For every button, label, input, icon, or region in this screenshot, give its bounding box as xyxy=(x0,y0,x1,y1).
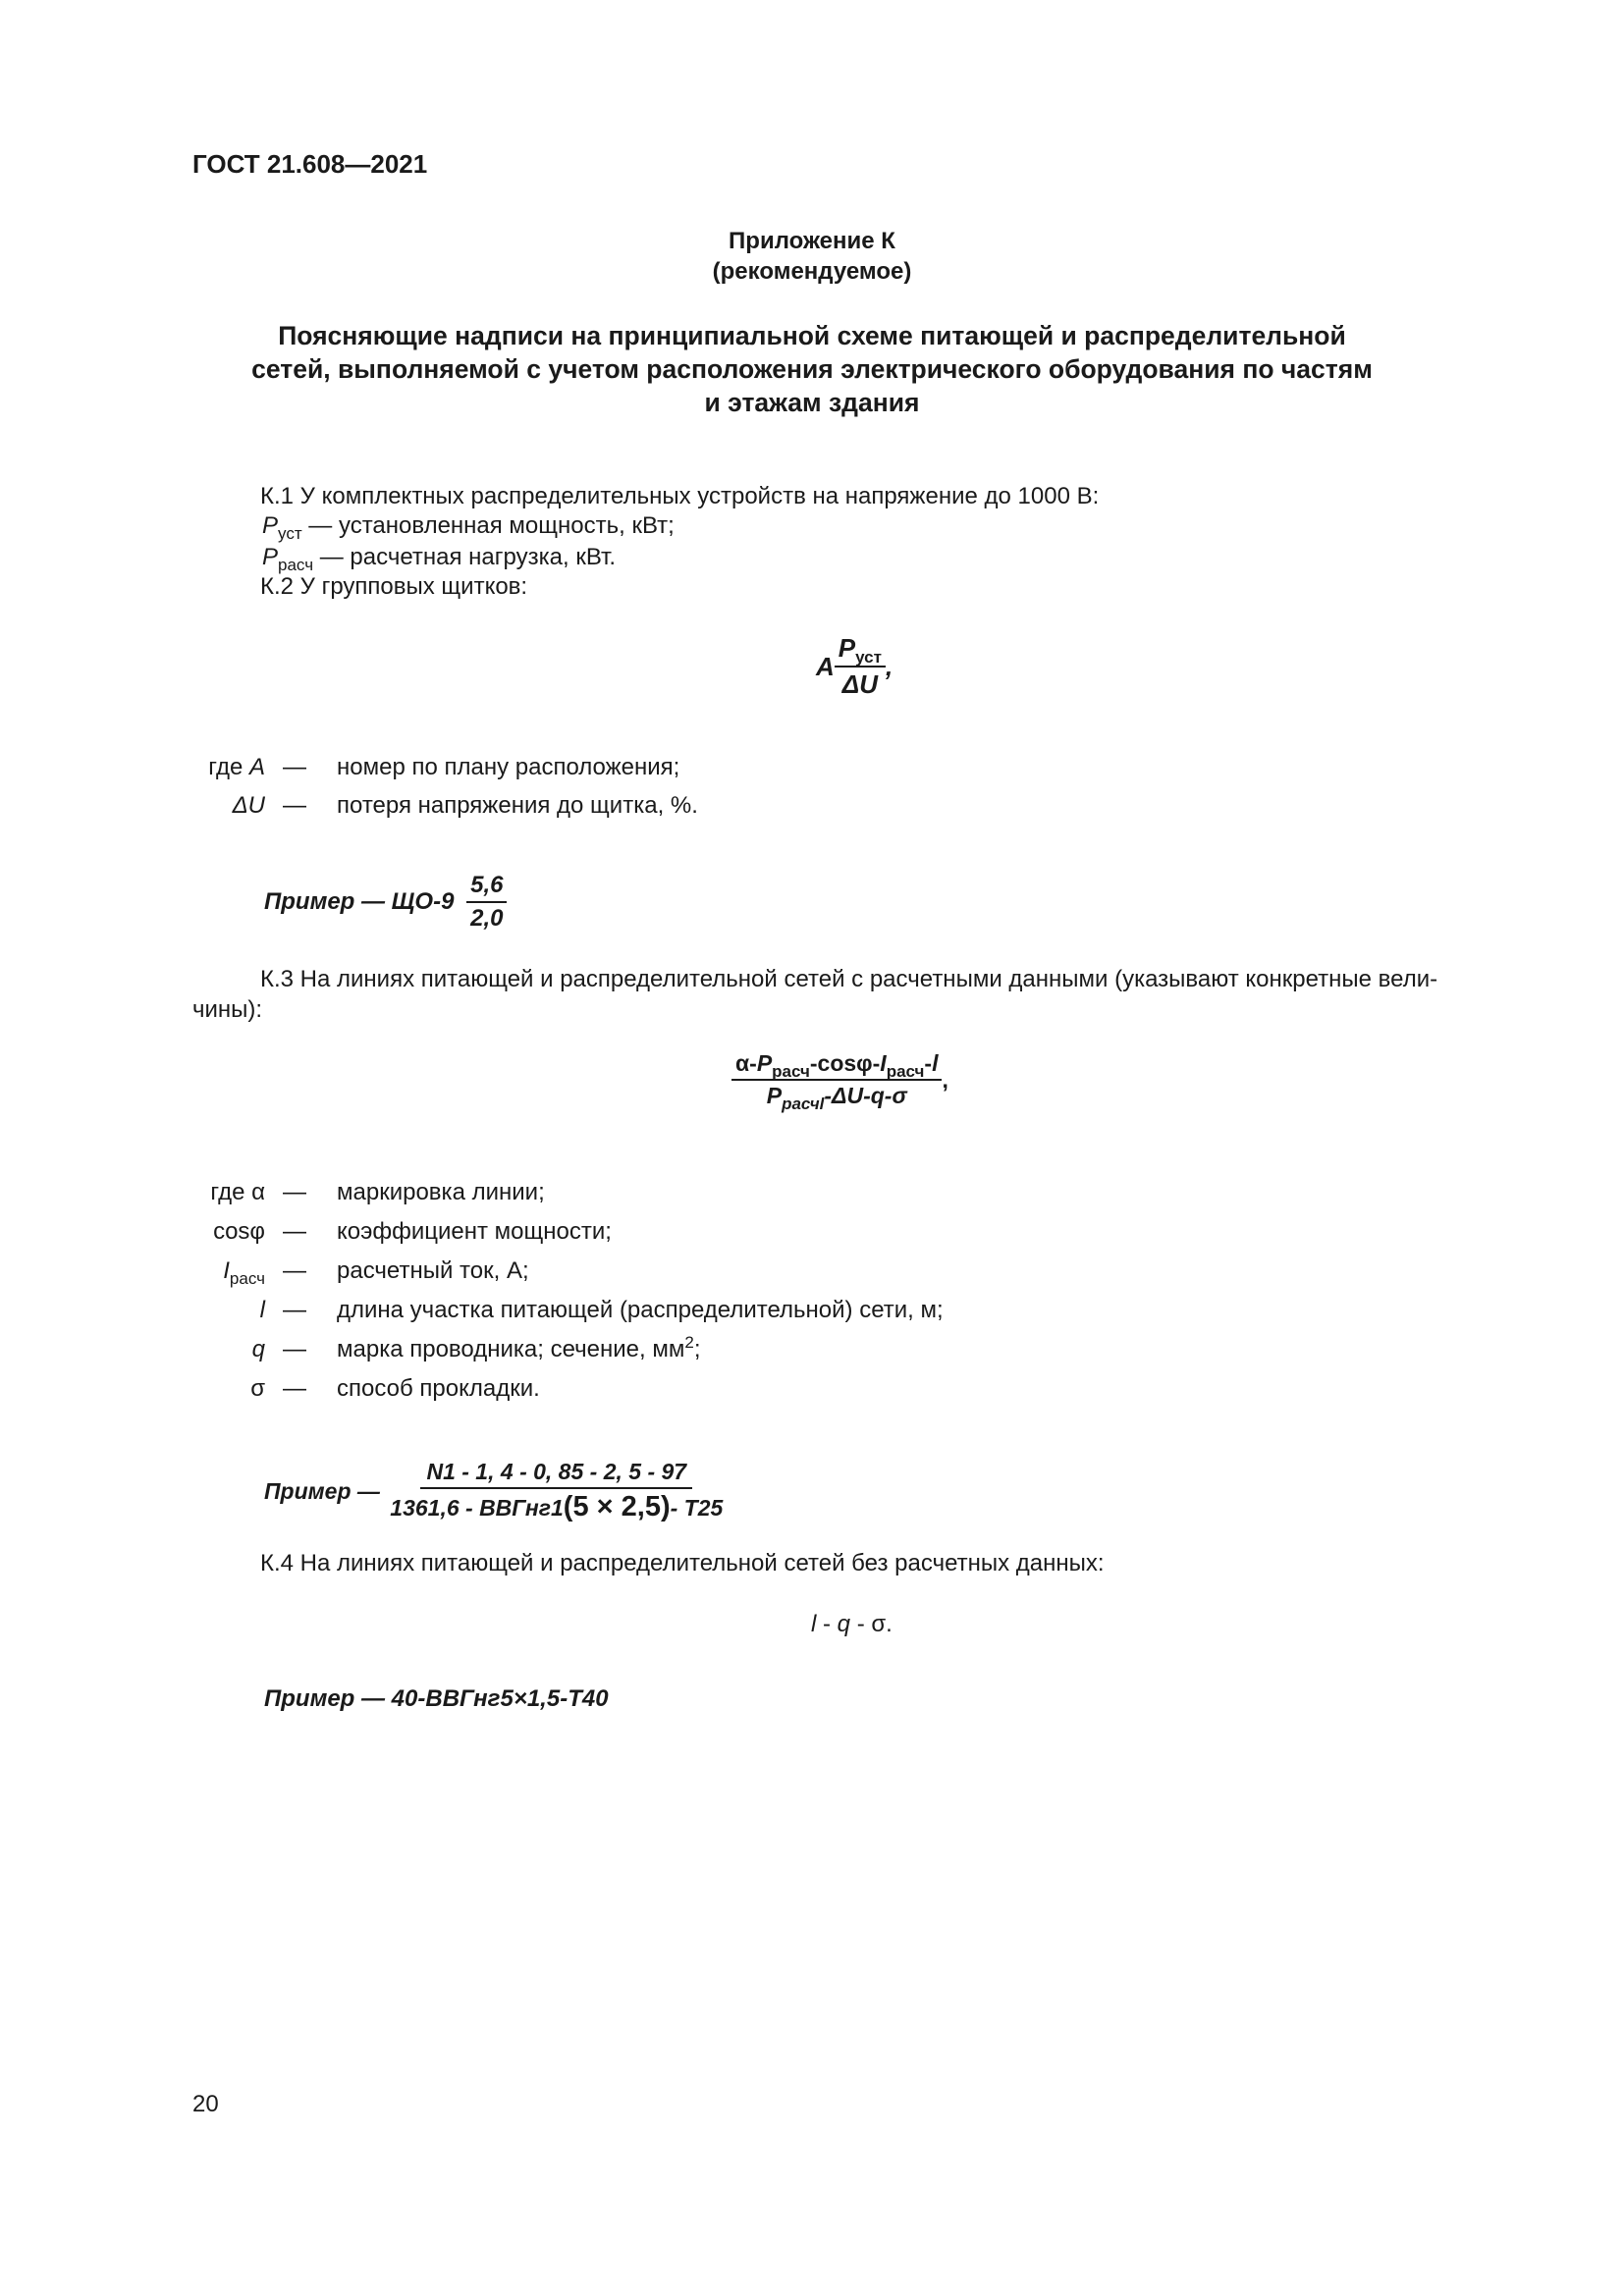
formula-numerator xyxy=(835,633,886,667)
den-part: -ΔU-q-σ xyxy=(824,1083,907,1108)
example-prefix: Пример — ЩО-9 xyxy=(264,888,461,915)
appendix-status: (рекомендуемое) xyxy=(712,258,912,285)
def-l-label xyxy=(128,1296,265,1325)
formula-part: - xyxy=(816,1611,838,1637)
p-ust-text: — установленная мощность, кВт; xyxy=(301,512,675,539)
def-symbol: ΔU xyxy=(232,792,265,819)
num-part: - xyxy=(924,1050,933,1076)
def-dash: — xyxy=(283,1375,306,1402)
def-q-text xyxy=(337,1335,701,1364)
def-dash: — xyxy=(283,1336,306,1362)
k2-example xyxy=(264,872,507,933)
page-number: 20 xyxy=(192,2091,219,2117)
example-denominator: 2,0 xyxy=(470,905,504,932)
def-dash: — xyxy=(283,1257,306,1284)
numerator-subscript: уст xyxy=(855,648,882,667)
def-dash: — xyxy=(283,754,306,780)
def-symbol: α xyxy=(251,1179,265,1205)
den-paren: (5 × 2,5) xyxy=(563,1491,671,1522)
num-sub: расч xyxy=(772,1062,810,1081)
document-header: ГОСТ 21.608—2021 xyxy=(192,149,428,179)
def-symbol: σ xyxy=(250,1375,265,1402)
k1-p-ust-line xyxy=(262,511,675,541)
k4-intro: К.4 На линиях питающей и распределительной сетей без расчетных данных: xyxy=(260,1550,1105,1576)
k1-intro: К.1 У комплектных распределительных устройств на напряжение до 1000 В: xyxy=(260,483,1100,509)
formula-fraction xyxy=(835,633,886,700)
p-rasch-symbol: P xyxy=(262,544,279,570)
def-du-text: потеря напряжения до щитка, %. xyxy=(337,792,698,819)
p-ust-symbol: P xyxy=(262,512,279,539)
def-symbol: A xyxy=(248,754,265,780)
den-part: - Т25 xyxy=(670,1495,724,1521)
def-dash: — xyxy=(283,1297,306,1323)
numerator-symbol: P xyxy=(838,633,856,663)
formula-numerator xyxy=(731,1050,942,1081)
def-dash: — xyxy=(283,1218,306,1245)
formula-part: - σ. xyxy=(850,1611,893,1637)
def-symbol: I xyxy=(223,1257,230,1284)
def-i-label xyxy=(128,1256,265,1286)
num-part: -cosφ- xyxy=(809,1050,881,1076)
den-part: 1361,6 - ВВГнг1 xyxy=(390,1495,564,1521)
formula-comma: , xyxy=(885,651,893,681)
def-alpha-label xyxy=(128,1178,265,1207)
def-prefix: где xyxy=(208,754,249,780)
def-l-text: длина участка питающей (распределительной) сети, м; xyxy=(337,1297,944,1323)
def-a-text: номер по плану расположения; xyxy=(337,754,680,780)
formula-part: q xyxy=(837,1611,851,1637)
formula-comma: , xyxy=(942,1066,948,1093)
def-cos-text: коэффициент мощности; xyxy=(337,1218,612,1245)
k3-intro-line-1: К.3 На линиях питающей и распределительной сетей с расчетными данными (указывают конкретные вели- xyxy=(260,966,1438,992)
def-symbol: l xyxy=(259,1297,265,1323)
k4-example: Пример — 40-ВВГнг5×1,5-Т40 xyxy=(264,1685,609,1712)
formula-part: l xyxy=(811,1611,817,1637)
def-text: марка проводника; сечение, мм xyxy=(337,1336,685,1362)
def-cos-label: cosφ xyxy=(213,1218,265,1245)
def-sub: расч xyxy=(229,1269,265,1288)
section-title-line-1: Поясняющие надписи на принципиальной схеме питающей и распределительной xyxy=(278,321,1346,350)
example-numerator: 5,6 xyxy=(466,872,507,903)
example-prefix: Пример — xyxy=(264,1477,387,1504)
def-sigma-label xyxy=(128,1374,265,1404)
example-fraction xyxy=(466,872,507,933)
k3-intro-line-2: чины): xyxy=(192,996,263,1023)
def-alpha-text: маркировка линии; xyxy=(337,1179,545,1205)
example-numerator: N1 - 1, 4 - 0, 85 - 2, 5 - 97 xyxy=(420,1459,692,1489)
num-part: α- xyxy=(735,1050,757,1076)
formula-fraction xyxy=(731,1050,942,1113)
formula-denominator: ΔU xyxy=(841,669,878,699)
section-title-line-2: сетей, выполняемой с учетом расположения электрического оборудования по частям xyxy=(251,354,1373,384)
def-tail: ; xyxy=(693,1336,701,1362)
def-symbol: q xyxy=(251,1336,265,1362)
def-i-text: расчетный ток, А; xyxy=(337,1257,529,1284)
k2-intro: К.2 У групповых щитков: xyxy=(260,573,528,600)
num-part: I xyxy=(880,1050,887,1076)
p-rasch-subscript: расч xyxy=(278,556,314,574)
num-sub: расч xyxy=(886,1062,925,1081)
p-ust-subscript: уст xyxy=(278,524,302,543)
p-rasch-text: — расчетная нагрузка, кВт. xyxy=(313,544,617,570)
k4-formula xyxy=(811,1610,893,1639)
k2-formula xyxy=(816,633,893,700)
formula-a: A xyxy=(816,651,835,681)
def-sigma-text: способ прокладки. xyxy=(337,1375,540,1402)
def-dash: — xyxy=(283,1179,306,1205)
def-dash: — xyxy=(283,792,306,819)
example-denominator xyxy=(386,1489,727,1523)
def-sup: 2 xyxy=(684,1333,694,1352)
k3-example xyxy=(264,1459,727,1523)
section-title-line-3: и этажам здания xyxy=(704,388,920,417)
k3-formula xyxy=(731,1050,948,1113)
k1-p-rasch-line xyxy=(262,543,616,572)
example-fraction xyxy=(386,1459,727,1523)
den-sub: расчl xyxy=(782,1095,825,1113)
def-du-label xyxy=(128,791,265,821)
num-part: P xyxy=(756,1050,773,1076)
def-prefix: где xyxy=(210,1179,252,1205)
formula-denominator xyxy=(763,1081,911,1113)
def-q-label xyxy=(128,1335,265,1364)
appendix-title: Приложение К xyxy=(729,228,895,254)
den-part: P xyxy=(766,1083,783,1108)
num-part: l xyxy=(932,1050,939,1076)
def-a-label xyxy=(128,753,265,782)
